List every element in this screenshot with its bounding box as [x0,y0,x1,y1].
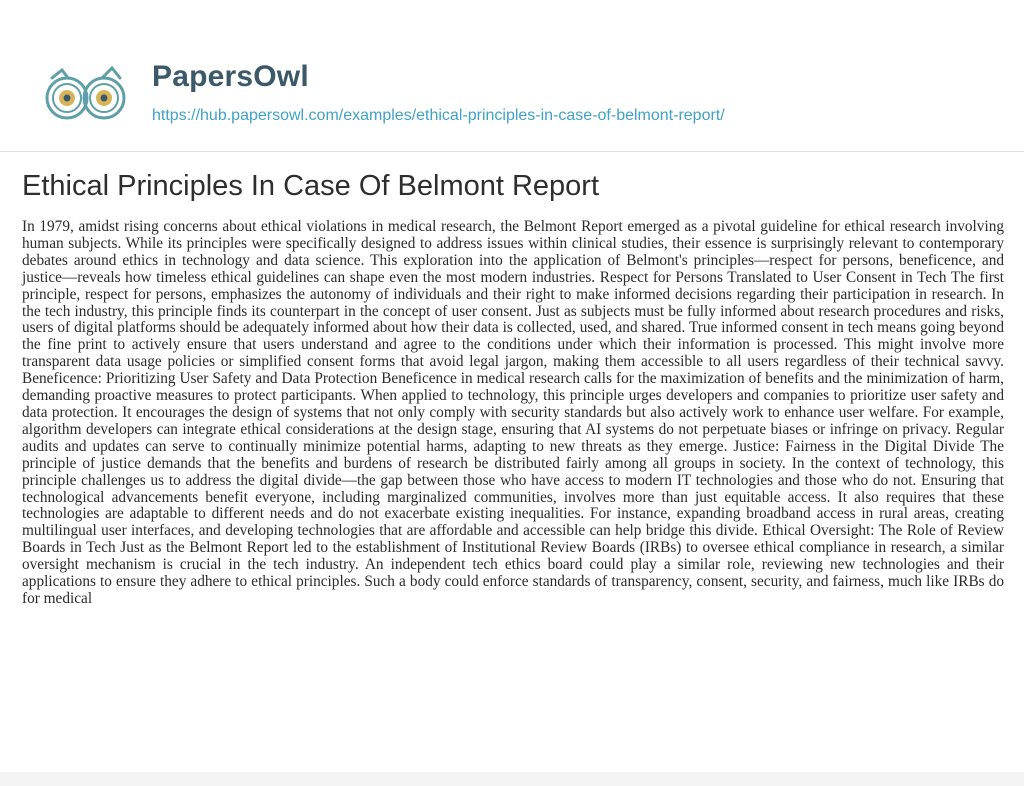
page-header [0,0,1024,150]
page-bottom-band [0,772,1024,786]
page-title: Ethical Principles In Case Of Belmont Report [22,170,600,202]
owl-eyes-logo-icon[interactable] [42,60,136,134]
article-url-link[interactable]: https://hub.papersowl.com/examples/ethical-principles-in-case-of-belmont-report/ [152,107,725,124]
owl-eyes-logo-icon-graphic [42,60,136,134]
article-body: In 1979, amidst rising concerns about ethical violations in medical research, the Belmont Report emerged as a pivotal guideline for ethical research involving human subjects. While its principles were specifically designed to address issues within clinical studies, their essence is surprisingly relevant to contemporary debates around ethics in technology and data science. This exploration into the application of Belmont's principles—respect for persons, beneficence, and justice—reveals how timeless ethical guidelines can shape even the most modern industries. Respect for Persons Translated to User Consent in Tech The first principle, respect for persons, emphasizes the autonomy of individuals and their right to make informed decisions regarding their participation in research. In the tech industry, this principle finds its counterpart in the concept of user consent. Just as subjects must be fully informed about research procedures and risks, users of digital platforms should be adequately informed about how their data is collected, used, and shared. True informed consent in tech means going beyond the fine print to actively ensure that users understand and agree to the conditions under which their information is processed. This might involve more transparent data usage policies or simplified consent forms that avoid legal jargon, making them accessible to all users regardless of their technical savvy. Beneficence: Prioritizing User Safety and Data Protection Beneficence in medical research calls for the maximization of benefits and the minimization of harm, demanding proactive measures to protect participants. When applied to technology, this principle urges developers and companies to prioritize user safety and data protection. It encourages the design of systems that not only comply with security standards but also actively work to enhance user welfare. For example, algorithm developers can integrate ethical considerations at the design stage, ensuring that AI systems do not perpetuate biases or infringe on privacy. Regular audits and updates can serve to continually minimize potential harms, adapting to new threats as they emerge. Justice: Fairness in the Digital Divide The principle of justice demands that the benefits and burdens of research be distributed fairly among all groups in society. In the context of technology, this principle challenges us to address the digital divide—the gap between those who have access to modern IT technologies and those who do not. Ensuring that technological advancements benefit everyone, including marginalized communities, involves more than just equitable access. It also requires that these technologies are adaptable to different needs and do not exacerbate existing inequalities. For instance, expanding broadband access in rural areas, creating multilingual user interfaces, and developing technologies that are affordable and accessible can help bridge this divide. Ethical Oversight: The Role of Review Boards in Tech Just as the Belmont Report led to the establishment of Institutional Review Boards (IRBs) to oversee ethical compliance in research, a similar oversight mechanism is crucial in the tech industry. An independent tech ethics board could play a similar role, reviewing new technologies and their applications to ensure they adhere to ethical principles. Such a body could enforce standards of transparency, consent, security, and fairness, much like IRBs do for medical [22,218,1004,607]
brand-name[interactable]: PapersOwl [152,60,309,93]
header-divider [0,151,1024,152]
